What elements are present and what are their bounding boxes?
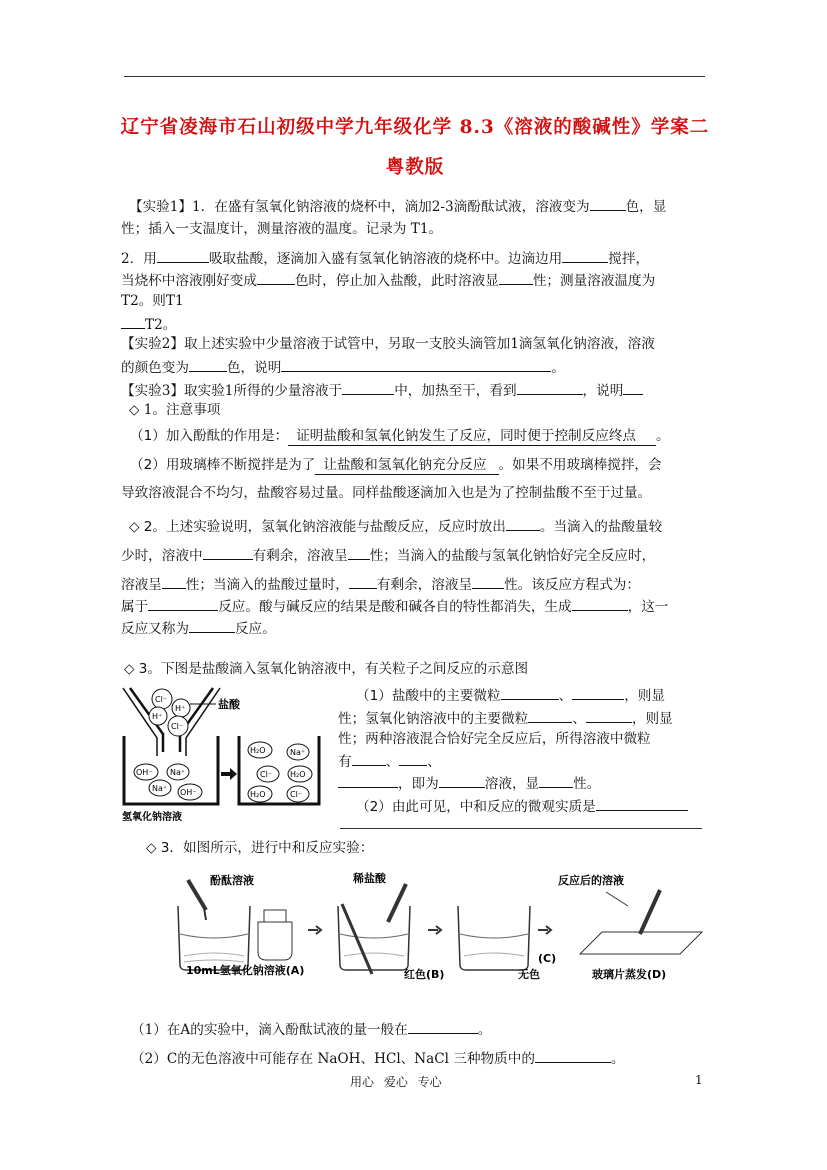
note-2: （2）用玻璃棒不断搅拌是为了 让盐酸和氢氧化钠充分反应 。如果不用玻璃棒搅拌，会 xyxy=(130,457,662,473)
sec2-line2: 少时，溶液中 有剩余，溶液呈 性；当滴入的盐酸与氢氧化钠恰好完全反应时， xyxy=(121,545,655,565)
sec3-q2: 性；氢氧化钠溶液中的主要微粒 、 ，则显 xyxy=(338,708,673,728)
blank[interactable] xyxy=(399,751,427,766)
blank[interactable] xyxy=(342,380,394,395)
blank[interactable] xyxy=(562,248,608,263)
page-title: 辽宁省凌海市石山初级中学九年级化学 8.3《溶液的酸碱性》学案二 xyxy=(120,117,710,138)
blank[interactable] xyxy=(572,685,624,700)
svg-text:10mL氢氧化钠溶液(A): 10mL氢氧化钠溶液(A) xyxy=(186,964,305,977)
exp1-line2: 性；插入一支温度计，测量溶液的温度。记录为 T1。 xyxy=(121,221,443,237)
exp1-line5: T2。则T1 xyxy=(121,293,184,309)
blank[interactable] xyxy=(162,574,186,589)
svg-text:Cl⁻: Cl⁻ xyxy=(155,695,168,704)
blank[interactable] xyxy=(572,596,628,611)
blank[interactable] xyxy=(121,314,145,329)
page-subtitle: 粤教版 xyxy=(385,157,445,178)
exp1-line1: 【实验1】1．在盛有氢氧化钠溶液的烧杯中，滴加2-3滴酚酞试液，溶液变为 色，显 xyxy=(129,196,666,216)
svg-text:Cl⁻: Cl⁻ xyxy=(260,770,273,779)
glass-plate-d xyxy=(580,890,702,954)
notes-heading: ◇ 1。注意事项 xyxy=(129,402,221,418)
exp1-line6: T2。 xyxy=(121,314,176,334)
blank[interactable] xyxy=(148,596,218,611)
answer-underlined: 证明盐酸和氢氧化钠发生了反应，同时便于控制反应终点 xyxy=(288,427,656,446)
blank[interactable] xyxy=(472,574,504,589)
svg-text:无色: 无色 xyxy=(518,968,540,981)
svg-text:H⁺: H⁺ xyxy=(152,712,163,721)
ion-reaction-diagram xyxy=(120,686,330,824)
sec4-q2: （2）C的无色溶液中可能存在 NaOH、HCl、NaCl 三种物质中的 。 xyxy=(131,1048,625,1068)
answer-line[interactable] xyxy=(340,828,702,829)
svg-text:Cl⁻: Cl⁻ xyxy=(290,790,303,799)
svg-text:OH⁻: OH⁻ xyxy=(180,788,197,797)
sec3-q1: （1）盐酸中的主要微粒 、 ，则显 xyxy=(356,685,665,705)
page-footer: 用心 爱心 专心 xyxy=(350,1075,442,1089)
sec3-heading: ◇ 3。下图是盐酸滴入氢氧化钠溶液中，有关粒子之间反应的示意图 xyxy=(124,661,529,677)
blank[interactable] xyxy=(189,357,227,372)
sec3-q4: 有 、 、 xyxy=(338,751,441,771)
sec4-q1: （1）在A的实验中，滴入酚酞试液的量一般在 。 xyxy=(131,1019,491,1039)
product-ions xyxy=(248,742,312,802)
blank[interactable] xyxy=(349,574,377,589)
base-ions xyxy=(134,764,202,800)
beaker-b xyxy=(338,884,410,974)
blank[interactable] xyxy=(348,545,370,560)
page-number: 1 xyxy=(695,1073,703,1087)
svg-text:Na⁺: Na⁺ xyxy=(170,768,186,777)
svg-text:酚酞溶液: 酚酞溶液 xyxy=(210,874,254,887)
svg-text:红色(B): 红色(B) xyxy=(404,968,445,981)
blank[interactable] xyxy=(590,196,626,211)
blank[interactable] xyxy=(539,773,573,788)
sec2-line5: 反应又称为 反应。 xyxy=(121,618,276,638)
blank[interactable] xyxy=(535,1048,611,1063)
svg-text:玻璃片蒸发(D): 玻璃片蒸发(D) xyxy=(592,968,667,981)
exp1-line4: 当烧杯中溶液刚好变成 色时，停止加入盐酸，此时溶液显 性；测量溶液温度为 xyxy=(121,270,655,290)
blank[interactable] xyxy=(439,773,485,788)
blank[interactable] xyxy=(517,380,583,395)
svg-text:H₂O: H₂O xyxy=(250,790,266,799)
svg-text:OH⁻: OH⁻ xyxy=(136,768,153,777)
note-3: 导致溶液混合不均匀，盐酸容易过量。同样盐酸逐滴加入也是为了控制盐酸不至于过量。 xyxy=(121,485,652,501)
header-rule xyxy=(124,76,705,77)
svg-text:H⁺: H⁺ xyxy=(175,704,186,713)
svg-text:H₂O: H₂O xyxy=(290,770,306,779)
answer-underlined: 让盐酸和氢氧化钠充分反应 xyxy=(315,456,498,475)
blank[interactable] xyxy=(501,685,559,700)
blank[interactable] xyxy=(586,708,632,723)
beaker-a xyxy=(178,880,250,970)
blank[interactable] xyxy=(203,545,253,560)
neutralization-experiment-diagram xyxy=(166,862,712,982)
blank[interactable] xyxy=(528,708,572,723)
beaker-c xyxy=(458,906,530,970)
exp3-line1: 【实验3】取实验1所得的少量溶液于 中，加热至干，看到 ，说明 xyxy=(121,380,643,400)
acid-ions xyxy=(149,689,190,736)
blank[interactable] xyxy=(408,1019,478,1034)
label-base: 氢氧化钠溶液 xyxy=(122,812,182,823)
svg-text:(C): (C) xyxy=(538,952,557,965)
note-1: （1）加入酚酞的作用是： 证明盐酸和氢氧化钠发生了反应，同时便于控制反应终点 。 xyxy=(130,428,670,444)
sec2-line3: 溶液呈 性；当滴入的盐酸过量时， 有剩余，溶液呈 性。该反应方程式为： xyxy=(121,574,640,594)
blank[interactable] xyxy=(499,270,533,285)
reagent-bottle xyxy=(258,910,292,960)
blank[interactable] xyxy=(281,357,551,372)
svg-text:稀盐酸: 稀盐酸 xyxy=(353,872,386,885)
blank[interactable] xyxy=(157,248,209,263)
blank[interactable] xyxy=(338,773,398,788)
exp2-line1: 【实验2】取上述实验中少量溶液于试管中，另取一支胶头滴管加1滴氢氧化钠溶液，溶液 xyxy=(121,336,655,352)
blank[interactable] xyxy=(623,380,643,395)
sec3-q5: ，即为 溶液，显 性。 xyxy=(338,773,600,793)
sec4-heading: ◇ 3．如图所示，进行中和反应实验： xyxy=(146,840,374,856)
blank[interactable] xyxy=(596,796,688,811)
blank[interactable] xyxy=(352,751,386,766)
exp1-line3: 2．用 吸取盐酸，逐滴加入盛有氢氧化钠溶液的烧杯中。边滴边用 搅拌， xyxy=(121,248,649,268)
sec3-q3: 性；两种溶液混合恰好完全反应后，所得溶液中微粒 xyxy=(338,731,651,747)
sec2-line4: 属于 反应。酸与碱反应的结果是酸和碱各自的特性都消失，生成 ，这一 xyxy=(121,596,668,616)
blank[interactable] xyxy=(189,618,235,633)
svg-text:Na⁺: Na⁺ xyxy=(290,748,306,757)
svg-text:Na⁺: Na⁺ xyxy=(152,784,168,793)
svg-text:Cl⁻: Cl⁻ xyxy=(171,722,184,731)
sec2-line1: ◇ 2。上述实验说明，氢氧化钠溶液能与盐酸反应，反应时放出 。当滴入的盐酸量较 xyxy=(129,516,662,536)
label-acid: 盐酸 xyxy=(218,698,240,711)
blank[interactable] xyxy=(257,270,295,285)
sec3-q6: （2）由此可见，中和反应的微观实质是 xyxy=(356,796,688,816)
svg-text:H₂O: H₂O xyxy=(250,746,266,755)
svg-text:反应后的溶液: 反应后的溶液 xyxy=(558,874,624,887)
blank[interactable] xyxy=(506,516,540,531)
exp2-line2: 的颜色变为 色，说明 。 xyxy=(121,357,565,377)
